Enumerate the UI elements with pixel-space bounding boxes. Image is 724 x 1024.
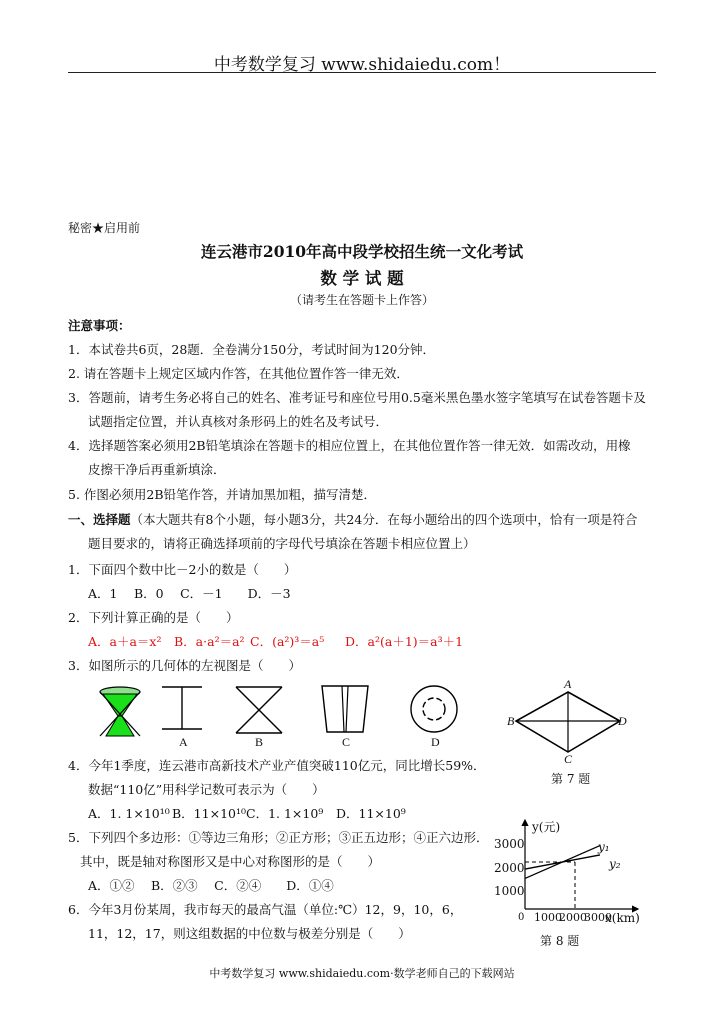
notice-4: 4．选择题答案必须用2B铅笔填涂在答题卡的相应位置上，在其他位置作答一律无效．如需改动，用橡 — [68, 438, 631, 453]
figure-option-a — [162, 687, 202, 729]
figure-option-b — [236, 687, 282, 733]
answer-note: （请考生在答题卡上作答） — [289, 293, 434, 307]
figure-8-xtick-3000: 3000 — [584, 911, 612, 924]
secret-mark: 秘密★启用前 — [68, 221, 141, 235]
page-footer: 中考数学复习 www.shidaiedu.com·数学老师自己的下载网站 — [209, 967, 515, 980]
figure-option-c — [322, 686, 368, 732]
question-4-option-c: C．1. 1×10⁹ — [246, 806, 324, 821]
notice-1: 1．本试卷共6页，28题．全卷满分150分，考试时间为120分钟． — [68, 342, 436, 357]
figure-8-ylabel: y(元) — [532, 820, 561, 834]
figure-8-ytick-1000: 1000 — [494, 884, 525, 898]
section1-desc: （本大题共有8个小题，每小题3分，共24分．在每小题给出的四个选项中，恰有一项是符合 — [130, 512, 638, 527]
notice-3-cont: 试题指定位置，并认真核对条形码上的姓名及考试号． — [88, 414, 389, 429]
question-6-cont: 11，12，17，则这组数据的中位数与极差分别是（ ） — [88, 926, 411, 941]
section1-title: 一、选择题 — [68, 512, 131, 527]
notice-4-cont: 皮擦干净后再重新填涂． — [88, 462, 226, 477]
exam-title: 连云港市2010年高中段学校招生统一文化考试 — [200, 242, 524, 261]
figure-8-line-y2 — [525, 855, 600, 869]
figure-8-line-y2-label: y₂ — [609, 857, 621, 871]
question-2-option-c: C．(a²)³＝a⁵ — [250, 634, 325, 649]
question-3-figures — [90, 680, 480, 750]
question-4-option-a: A．1. 1×10¹⁰ — [88, 806, 170, 821]
figure-8-caption: 第 8 题 — [540, 934, 580, 948]
figure-7-caption: 第 7 题 — [551, 772, 591, 786]
question-1-options: A．1 B．0 C．－1 D．－3 — [88, 586, 291, 601]
question-3-label-b: B — [255, 735, 264, 749]
figure-8-line-y1-label: y₁ — [598, 840, 610, 854]
question-4: 4．今年1季度，连云港市高新技术产业产值突破110亿元，同比增长59%． — [68, 758, 486, 773]
figure-7-label-b: B — [507, 714, 515, 728]
question-3-label-c: C — [342, 735, 351, 749]
figure-8-ytick-2000: 2000 — [494, 861, 525, 875]
notice-5: 5. 作图必须用2B铅笔作答，并请加黑加粗，描写清楚． — [68, 487, 377, 502]
question-5-options: A．①② B．②③ C．②④ D．①④ — [88, 878, 334, 893]
figure-option-d — [411, 686, 457, 732]
figure-8-xtick-2000: 2000 — [559, 911, 587, 924]
figure-8-xlabel: x(km) — [605, 911, 640, 925]
question-2-option-b: B．a·a²＝a² — [174, 634, 245, 649]
figure-7-label-d: D — [618, 714, 627, 728]
question-3-label-d: D — [431, 735, 440, 749]
section1-header — [68, 510, 637, 528]
question-6: 6．今年3月份某周，我市每天的最高气温（单位:℃）12，9，10，6， — [68, 902, 463, 917]
figure-7-label-c: C — [564, 752, 573, 766]
question-4-option-b: B．11×10¹⁰ — [172, 806, 246, 821]
header-rule — [68, 72, 656, 73]
page-header: 中考数学复习 www.shidaiedu.com！ — [213, 55, 511, 75]
figure-goblet — [100, 687, 140, 736]
question-1: 1．下面四个数中比－2小的数是（ ） — [68, 562, 297, 577]
figure-7-label-a: A — [564, 677, 572, 691]
question-2-option-d: D．a²(a＋1)＝a³＋1 — [345, 634, 464, 649]
question-2: 2．下列计算正确的是（ ） — [68, 610, 239, 625]
notice-2: 2. 请在答题卡上规定区域内作答，在其他位置作答一律无效． — [68, 366, 409, 381]
notice-heading: 注意事项： — [68, 318, 131, 333]
question-5: 5．下列四个多边形：①等边三角形；②正方形；③正五边形；④正六边形． — [68, 830, 489, 845]
question-2-option-a: A．a＋a＝x² — [88, 634, 162, 649]
question-4-option-d: D．11×10⁹ — [336, 806, 406, 821]
question-3: 3．如图所示的几何体的左视图是（ ） — [68, 658, 301, 673]
question-5-cont: 其中，既是轴对称图形又是中心对称图形的是（ ） — [80, 854, 381, 869]
figure-8-xtick-1000: 1000 — [534, 911, 562, 924]
question-4-cont: 数据“110亿”用科学记数可表示为（ ） — [88, 782, 325, 797]
exam-subtitle: 数 学 试 题 — [320, 269, 404, 288]
figure-8-origin: 0 — [518, 912, 525, 923]
figure-8-ytick-3000: 3000 — [494, 837, 525, 851]
section1-desc2: 题目要求的，请将正确选择项前的字母代号填涂在答题卡相应位置上） — [88, 536, 476, 551]
question-3-label-a: A — [179, 735, 188, 749]
notice-3: 3．答题前，请考生务必将自己的姓名、准考证号和座位号用0.5毫米黑色墨水签字笔填写在试卷答题卡及 — [68, 390, 646, 405]
